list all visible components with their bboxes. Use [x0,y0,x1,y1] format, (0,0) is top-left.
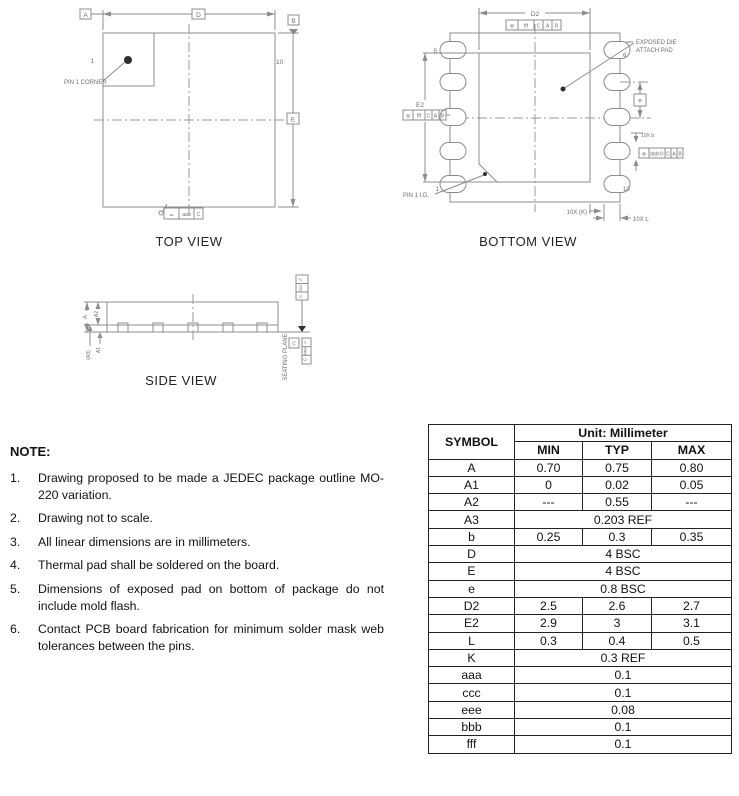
fcf-b-datum-1: C [666,151,670,158]
typ-header: TYP [583,442,652,459]
min-cell: 2.5 [515,597,583,614]
unit-header: Unit: Millimeter [515,425,732,442]
table-row [429,649,732,666]
min-cell: --- [515,494,583,511]
value-span-cell: 4 BSC [515,546,732,563]
symbol-cell: ccc [429,684,515,701]
pin1-label: 1 [435,187,439,193]
table-row [429,667,732,684]
typ-cell: 0.4 [583,632,652,649]
pin1-marker-dot [124,56,132,64]
dim-10x-l-label: 10X L [633,217,649,223]
max-cell: 2.7 [652,597,732,614]
table-row [429,476,732,493]
dim-e2-label: E2 [416,102,424,109]
max-cell: 0.05 [652,476,732,493]
fcf-ccc-value: ccc [298,284,303,292]
symbol-cell: D [429,546,515,563]
pin1-leader [103,62,125,81]
note-number: 5. [10,581,21,596]
fcf-e2-symbol: ⊕ [405,113,411,120]
fcf-ccc-datum: C [298,294,303,298]
dim-a3-label: (A3) [86,350,92,360]
max-cell: 0.5 [652,632,732,649]
fcf-d2-datum-2: A [545,23,550,30]
dim-d-lines [80,9,275,30]
centerlines [441,24,629,212]
fcf-d2-datum-3: B [554,23,559,30]
note-item [10,470,384,503]
typ-cell: 2.6 [583,597,652,614]
table-row [429,580,732,597]
table-row [429,511,732,528]
pin1-id-label: PIN 1 I.D. [403,193,430,199]
fcf-ccc-symbol: // [298,278,303,281]
table-row [429,546,732,563]
table-row [429,736,732,753]
dim-k-l-lines [589,204,631,221]
note-number: 6. [10,622,21,637]
note-item [10,534,384,551]
fcf-b-symbol: ⊕ [641,151,647,158]
fcf-e2-value: fff [417,113,421,120]
value-span-cell: 0.08 [515,701,732,718]
side-view-title: SIDE VIEW [145,373,217,388]
symbol-cell: A [429,459,515,476]
fcf-eee-value: eee [302,347,308,355]
pin6-label: 6 [623,53,627,59]
notes-list [10,470,384,654]
dim-10x-b-label: 10X b [641,133,655,139]
min-cell: 0 [515,476,583,493]
dimension-table-body [429,459,732,753]
table-row [429,494,732,511]
symbol-cell: A2 [429,494,515,511]
value-span-cell: 0.8 BSC [515,580,732,597]
typ-cell: 0.3 [583,528,652,545]
symbol-cell: D2 [429,597,515,614]
symbol-cell: e [429,580,515,597]
exposed-pad-label-line2: ATTACH PAD [636,48,673,54]
pin1-number-label: 1 [90,58,94,65]
note-item [10,510,384,527]
symbol-cell: E2 [429,615,515,632]
datum-a-label: A [83,12,88,19]
min-cell: 2.9 [515,615,583,632]
note-text: Drawing proposed to be made a JEDEC package outline MO-220 variation. [38,471,384,502]
fcf-eee-symbol: ▱ [302,340,308,345]
pin1-corner-label: PIN 1 CORNER [64,80,107,86]
fcf-e2-datum-1: C [426,113,431,120]
max-cell: 0.35 [652,528,732,545]
symbol-cell: bbb [429,719,515,736]
note-item [10,621,384,654]
note-text: Contact PCB board fabrication for minimum solder mask web tolerances between the pins. [38,622,384,653]
pin5-label: 5 [433,49,437,55]
bottom-view-title: BOTTOM VIEW [479,234,577,249]
pin10-label: 10 [623,187,630,193]
typ-cell: 0.02 [583,476,652,493]
fcf-d2-symbol: ⊕ [509,23,515,30]
datum-b-label: B [291,18,296,25]
max-header: MAX [652,442,732,459]
dim-10x-k-label: 10X (K) [566,210,587,216]
seating-plane-label: SEATING PLANE [283,333,289,381]
table-row [429,563,732,580]
fcf-aaa-symbol: ⌓ [169,212,174,218]
max-cell: 3.1 [652,615,732,632]
note-number: 4. [10,558,21,573]
symbol-cell: E [429,563,515,580]
symbol-cell: eee [429,701,515,718]
note-text: Thermal pad shall be soldered on the board. [38,558,280,573]
table-header-row-1 [429,425,732,442]
table-row [429,459,732,476]
package-body [100,294,310,345]
dim-a-label: A [83,314,89,320]
max-cell: --- [652,494,732,511]
note-text: Drawing not to scale. [38,511,153,526]
top-view-title: TOP VIEW [155,234,223,249]
dim-a-lines [84,302,107,346]
value-span-cell: 0.1 [515,719,732,736]
max-cell: 0.80 [652,459,732,476]
top-view-drawing [40,0,320,258]
dim-e-label: e [638,98,642,105]
dim-d-label: D [196,12,201,19]
value-span-cell: 0.3 REF [515,649,732,666]
fcf-b-value: bbbⓂ [650,151,664,158]
fcf-d2-datum-1: C [536,23,541,30]
note-item [10,581,384,614]
fcf-e2-datum-2: A [433,113,438,120]
symbol-cell: A3 [429,511,515,528]
dim-e-label: E [290,116,296,124]
dimension-table [428,424,732,754]
symbol-cell: L [429,632,515,649]
fcf-b-datum-2: A [672,151,676,158]
table-row [429,701,732,718]
value-span-cell: 4 BSC [515,563,732,580]
table-row [429,684,732,701]
value-span-cell: 0.203 REF [515,511,732,528]
symbol-cell: aaa [429,667,515,684]
fcf-eee-datum: C [302,357,308,362]
min-cell: 0.70 [515,459,583,476]
symbol-header: SYMBOL [429,425,515,460]
side-view-drawing [60,268,340,398]
typ-cell: 0.75 [583,459,652,476]
fcf-e2-datum-3: B [440,113,445,120]
symbol-cell: fff [429,736,515,753]
note-number: 2. [10,511,21,526]
notes-heading: NOTE: [10,444,51,459]
table-row [429,597,732,614]
bottom-view-drawing [395,0,739,258]
exposed-pad-label-line1: EXPOSED DIE [636,40,677,46]
min-cell: 0.25 [515,528,583,545]
table-row [429,719,732,736]
fcf-aaa-datum: C [196,212,201,218]
value-span-cell: 0.1 [515,684,732,701]
typ-cell: 0.55 [583,494,652,511]
table-row [429,632,732,649]
symbol-cell: b [429,528,515,545]
centerlines [94,24,284,216]
value-span-cell: 0.1 [515,736,732,753]
symbol-cell: K [429,649,515,666]
note-text: Dimensions of exposed pad on bottom of package do not include mold flash. [38,581,384,613]
dim-d2-label: D2 [530,11,540,18]
note-item [10,557,384,574]
notes-section [10,444,384,661]
pin-count-label: 10 [276,59,284,66]
dim-a2-label: A2 [94,310,100,318]
symbol-cell: A1 [429,476,515,493]
datum-c-label: C [292,341,296,348]
table-row [429,528,732,545]
min-header: MIN [515,442,583,459]
dim-a1-label: A1 [96,346,102,354]
typ-cell: 3 [583,615,652,632]
value-span-cell: 0.1 [515,667,732,684]
fcf-ccc-frame [296,275,308,326]
table-row [429,615,732,632]
note-number: 1. [10,471,21,485]
min-cell: 0.3 [515,632,583,649]
fcf-b-datum-3: B [678,151,682,158]
note-text: All linear dimensions are in millimeters. [38,534,251,549]
fcf-d2-value: fff [524,23,528,30]
fcf-aaa-value: aaa [182,212,191,218]
note-number: 3. [10,534,21,549]
